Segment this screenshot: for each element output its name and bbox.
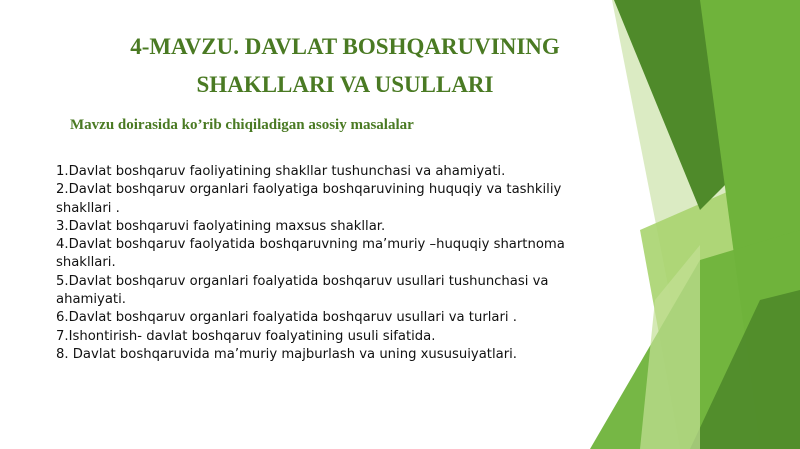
list-item: 7.Ishontirish- davlat boshqaruv foalyatining usuli sifatida.	[56, 328, 436, 344]
slide-title	[60, 28, 630, 104]
title-line-2: SHAKLLARI VA USULLARI	[196, 72, 494, 97]
list-item: 1.Davlat boshqaruv faoliyatining shakllar tushunchasi va ahamiyati.	[56, 164, 506, 179]
list-item: 2.Davlat boshqaruv organlari faolyatiga boshqaruvining huquqiy va tashkiliy shakllari .	[56, 182, 562, 216]
list-item: 8. Davlat boshqaruvida ma’muriy majburlash va uning xususuiyatlari.	[56, 346, 517, 362]
list-item: 3.Davlat boshqaruvi faolyatining maxsus shakllar.	[56, 218, 386, 234]
title-line-1: 4-MAVZU. DAVLAT BOSHQARUVINING	[130, 34, 560, 59]
list-item: 6.Davlat boshqaruv organlari foalyatida boshqaruv usullari va turlari .	[56, 310, 517, 326]
slide-subtitle: Mavzu doirasida ko’rib chiqiladigan asosiy masalalar	[70, 117, 414, 133]
topic-list	[56, 163, 596, 364]
list-item: 5.Davlat boshqaruv organlari foalyatida boshqaruv usullari tushunchasi va ahamiyati.	[56, 273, 549, 308]
list-item: 4.Davlat boshqaruv faolyatida boshqaruvning ma’muriy –huquqiy shartnoma shakllari.	[56, 237, 565, 271]
